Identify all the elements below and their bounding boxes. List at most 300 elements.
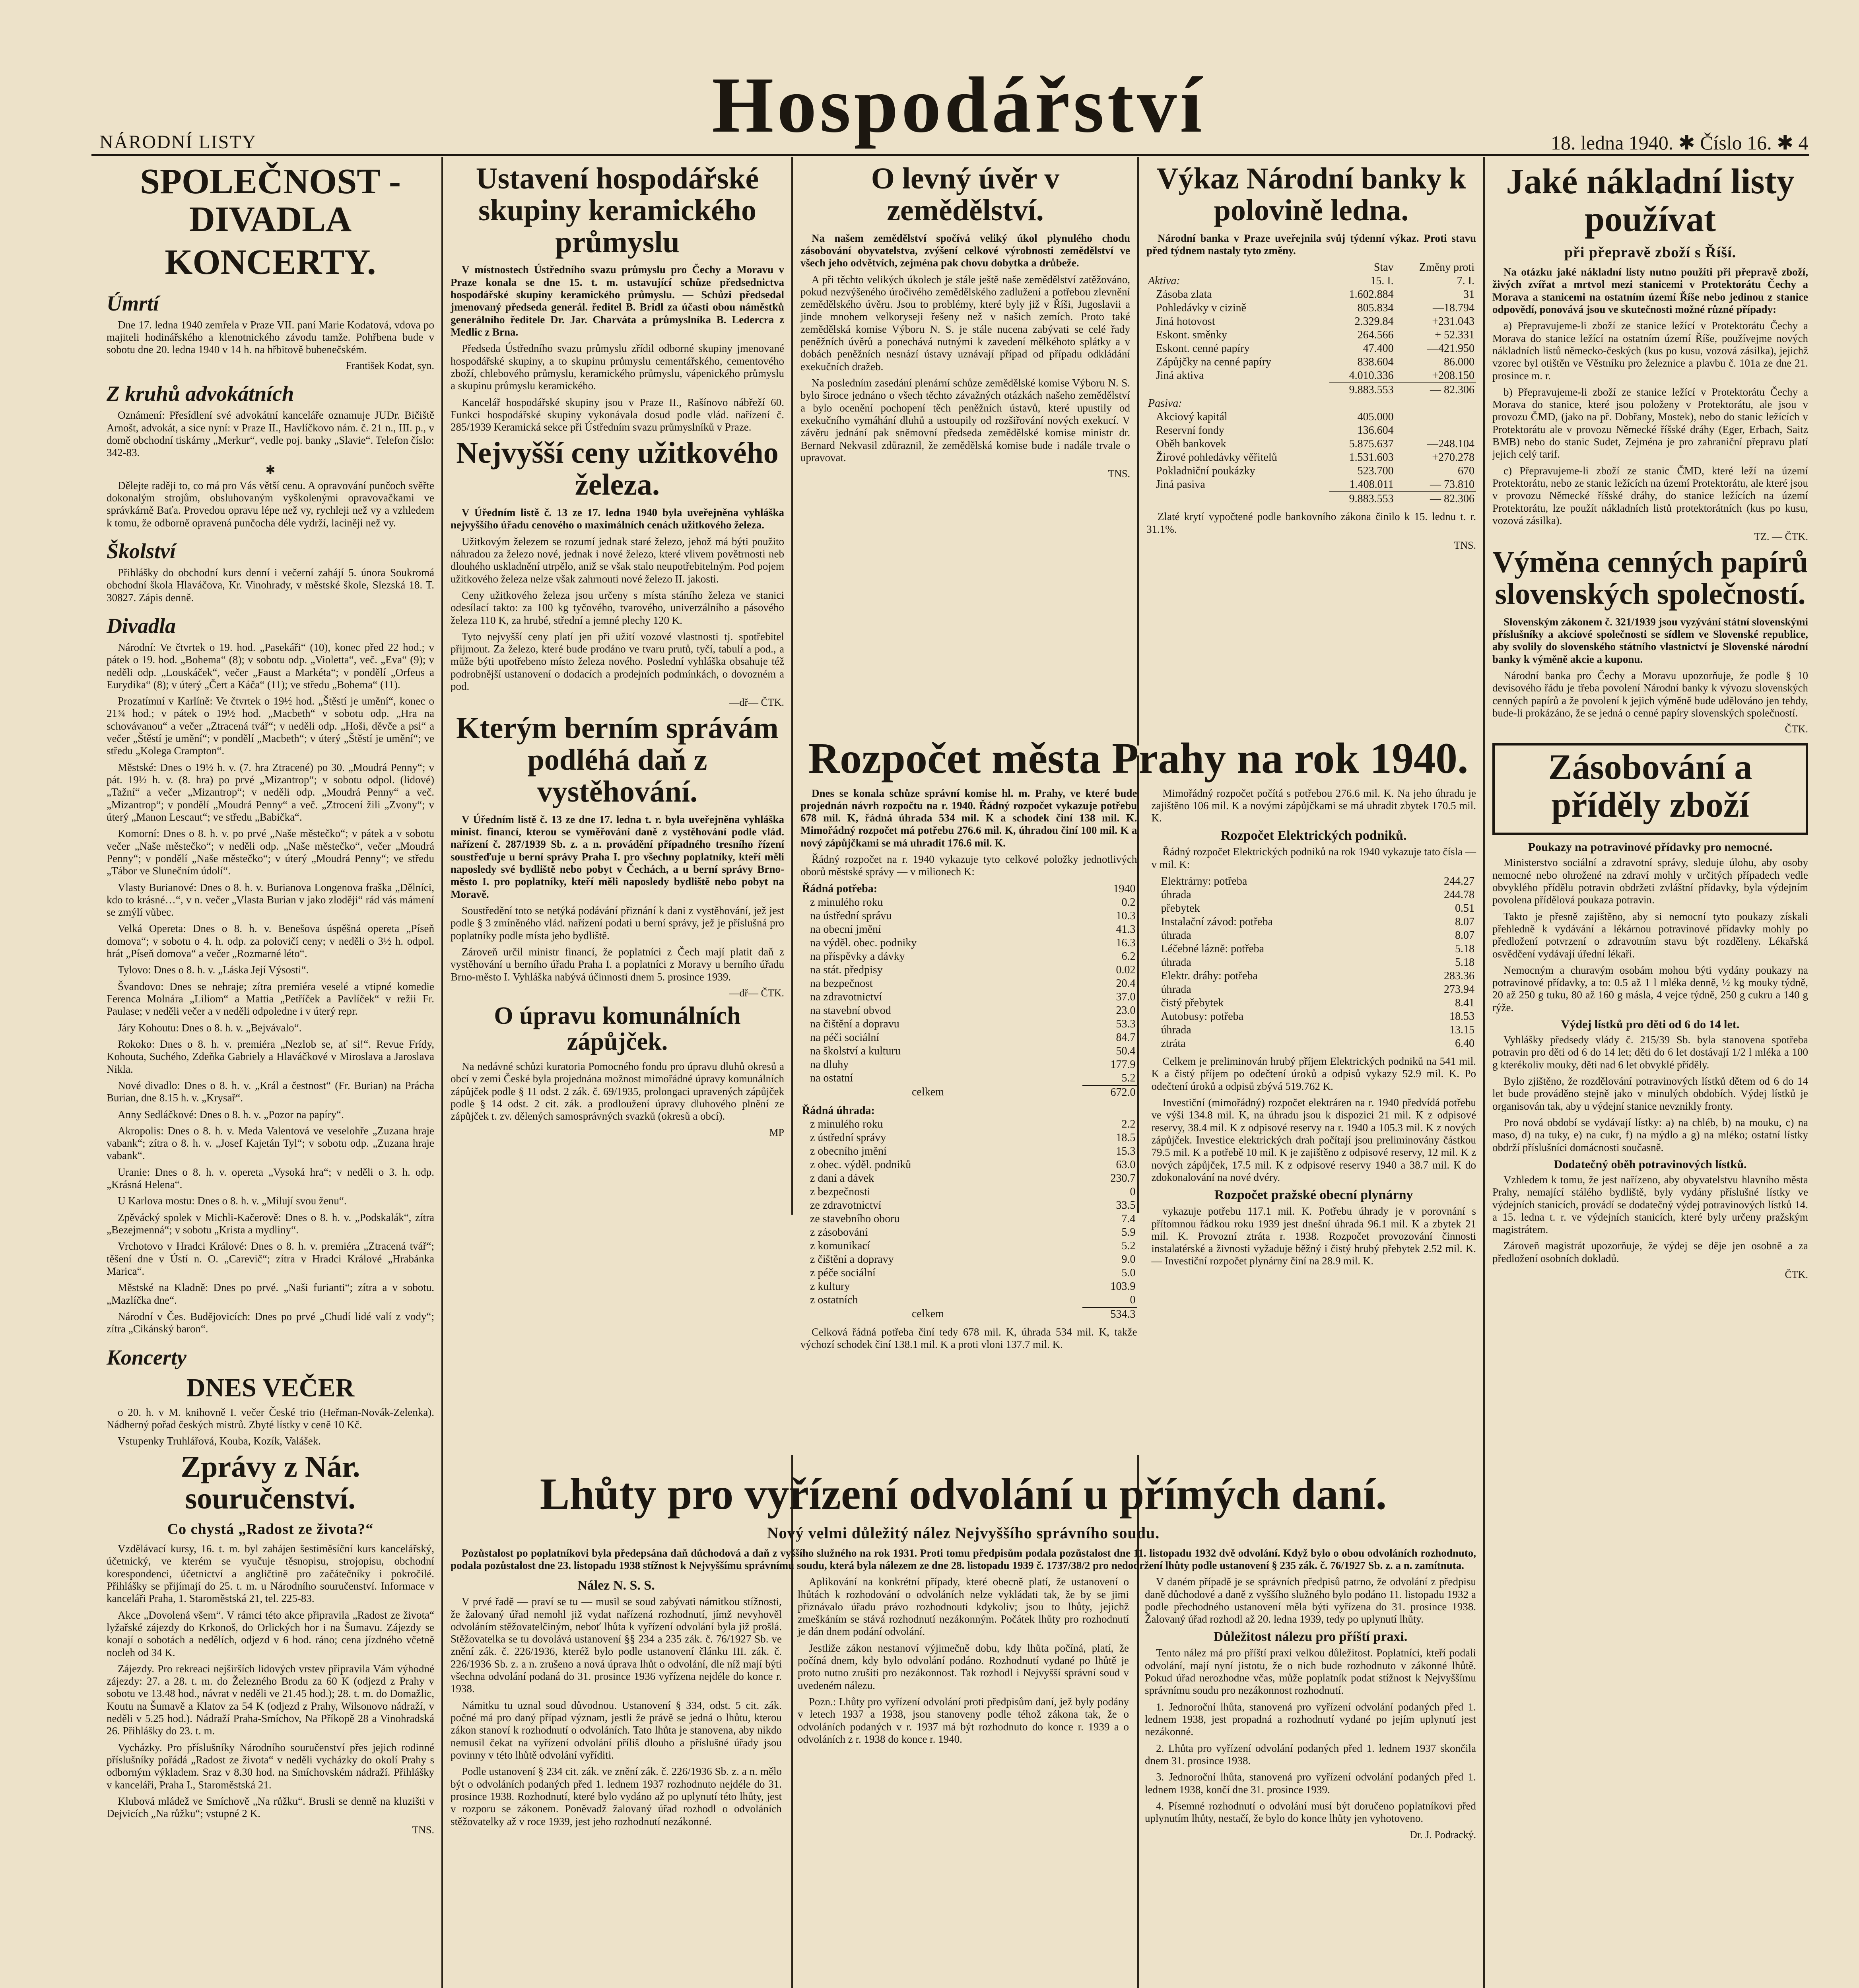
article-paragraph: Klubová mládež ve Smíchově „Na růžku“. Brusli se denně na kluzišti v Dejvicích „Na růžku“; vstupné 2 K. bbox=[107, 1795, 434, 1820]
table-cell-label: z minulého roku bbox=[810, 1118, 883, 1130]
table-row bbox=[1146, 301, 1476, 315]
table-row bbox=[1151, 902, 1476, 915]
table-cell-value: + 52.331 bbox=[1435, 329, 1474, 342]
table-row bbox=[1151, 875, 1476, 888]
article-paragraph: Na nedávné schůzi kuratoria Pomocného fondu pro úpravu dluhů okresů a obcí v zemi České byla projednána možnost mimořádné úpravy komunálních zápůjček podle § 11 odst. 2 zák. č. 69/1935, prolongaci upravených zápůjček podle § 14 odst. 2 cit. zák. a prodloužení úpravy dluhového plnění ze zápůjček t. zv. dělených samosprávných svazků (okresů a obcí). bbox=[451, 1060, 784, 1122]
article-subheadline: Poukazy na potravinové přídavky pro nemocné. bbox=[1528, 841, 1773, 854]
article-paragraph: Na posledním zasedání plenární schůze zemědělské komise Výboru N. S. bylo široce jednáno o všech těchto závažných otázkách našeho zemědělství a bylo ocenění pochopení těch peněžních ústavů, které upustily od exekučního vymáhání dluhů a ustoupily od rozšiřování nových exekucí. V závěru jednání pak sněmovní předseda zemědělské komise ministr dr. Bernard Nekvasil zdůraznil, že zemědělská komise bude i nadále trvale o upravovat. bbox=[800, 377, 1130, 464]
signature: —dř— ČTK. bbox=[729, 987, 784, 999]
table-cell-label: z péče sociální bbox=[810, 1266, 876, 1279]
article-paragraph: Řádný rozpočet na r. 1940 vykazuje tyto celkové položky jednotlivých oborů městské správy — v milionech K: bbox=[800, 853, 1137, 878]
table-cell-value: 84.7 bbox=[1116, 1031, 1136, 1044]
table-cell-value: 1.408.011 bbox=[1349, 478, 1394, 491]
theatre-listing: Akropolis: Dnes o 8. h. v. Meda Valentová ve veselohře „Zuzana hraje vabank“; zítra o 8. h. v. „Josef Kajetán Tyl“; v sobotu odp. „Zuzana hraje vabank“. bbox=[107, 1124, 434, 1162]
theatre-listing: Anny Sedláčkové: Dnes o 8. h. v. „Pozor na papíry“. bbox=[118, 1108, 344, 1120]
theatre-listing: Prozatímní v Karlíně: Ve čtvrtek o 19½ hod. „Štěstí je umění“, konec o 21¾ hod.; v pátek o 19½ hod. „Macbeth“ v sobotu odp. „Hra na schovávanou“ a večer „Ztracená tvář“; v neděli odp. „Hoši, děvče a psi“ a večer „Štěstí je umění“; v pondělí „Macbeth“; v úterý „Štěstí je umění“; ve středu „Kolega Crampton“. bbox=[107, 695, 434, 757]
table-cell-value: 405.000 bbox=[1357, 411, 1394, 423]
table-cell-label: ze stavebního oboru bbox=[810, 1212, 900, 1225]
theatre-listing: Městské na Kladně: Dnes po prvé. „Naši furianti“; zítra a v sobotu. „Mazlíčka dne“. bbox=[107, 1281, 434, 1306]
theatre-listing: Komorní: Dnes o 8. h. v. po prvé „Naše městečko“; v pátek a v sobotu večer „Naše městečko“; v neděli odp. „Naše městečko“, večer „Moudrá Penny“; v pondělí „Naše městečko“; v úterý „Moudrá Penny“; ve středu „Tábor ve Slunečním údolí“. bbox=[107, 827, 434, 877]
table-sum: 9.883.553 bbox=[1329, 492, 1395, 506]
article-lead: Pozůstalost po poplatníkovi byla předepsána daň důchodová a daň z vyššího služného na rok 1931. Proti tomu předpisům podala pozůstalost dne 11. listopadu 1932 dvě odvolání. Když bylo o obou odvoláních rozhodnuto, podala pozůstalost dne 23. listopadu 1938 stížnost k Nejvyššímu správnímu soudu, která byla nálezem ze dne 28. listopadu 1939 č. 1737/38/2 pro nedodržení lhůty podle ustanovení § 235 zák. č. 76/1927 Sb. z. a n. zamítnuta. bbox=[451, 1547, 1476, 1571]
table-heading: Řádná potřeba: bbox=[802, 882, 878, 895]
masthead-paper-name: NÁRODNÍ LISTY bbox=[99, 132, 257, 153]
article-headline: SPOLEČNOST - DIVADLA bbox=[140, 162, 401, 239]
table-cell-value bbox=[1395, 410, 1476, 424]
section-heading: Divadla bbox=[107, 613, 176, 638]
table-row bbox=[1151, 915, 1476, 929]
table-cell-label: na čištění a dopravu bbox=[810, 1017, 899, 1030]
electric-enterprises-table bbox=[1151, 875, 1476, 1050]
article-paragraph: 3. Jednoroční lhůta, stanovená pro vyřízení odvolání podaných před 1. lednem 1938, končí dne 31. prosince 1939. bbox=[1145, 1771, 1476, 1796]
table-row bbox=[1151, 1010, 1476, 1023]
table-cell-label: z obecního jmění bbox=[810, 1145, 887, 1157]
table-cell-label: z obec. výděl. podniků bbox=[810, 1158, 911, 1171]
theatre-listing: Tylovo: Dnes o 8. h. v. „Láska Její Výsosti“. bbox=[118, 964, 309, 976]
signature: Dr. J. Podracký. bbox=[1410, 1829, 1476, 1840]
article-paragraph: Zájezdy. Pro rekreaci nejširších lidových vrstev připravila Vám výhodné zájezdy: 27. a 28. t. m. do Železného Brodu za 60 K (odjezd z Prahy v sobotu ve 13.48 hod., návrat v neděli ve 21.45 hod.); 28. t. m. do Domažlic, Koutu na Šumavě a Klatov za 54 K (odjezd z Prahy, Wilsonovo nádraží, v neděli v 5.25 hod.). Nádraží Praha-Smíchov, Na Příkopě 28 a Vinohradská 26. Přihlášky do 23. t. m. bbox=[107, 1662, 434, 1737]
article-lead: Dnes se konala schůze správní komise hl. m. Prahy, ve které bude projednán návrh rozpočtu na r. 1940. Řádný rozpočet vykazuje potřebu 678 mil. K, řádná úhrada 534 mil. K a schodek činí 138 mil. K. Mimořádný rozpočet má potřebu 276.6 mil. K, úhradou činí 100 mil. K a nový zápůjčkami se má uhradit 176.6 mil. K. bbox=[800, 787, 1137, 849]
table-cell-value: +270.278 bbox=[1432, 451, 1474, 464]
supplies-box bbox=[1492, 743, 1808, 835]
signature: TZ. — ČTK. bbox=[1754, 531, 1808, 543]
article-headline: Zprávy z Nár. souručenství. bbox=[181, 1450, 360, 1516]
table-cell-value: 15.3 bbox=[1116, 1145, 1136, 1157]
article-subheadline: Dodatečný oběh potravinových lístků. bbox=[1554, 1157, 1747, 1171]
table-cell-label: z minulého roku bbox=[810, 896, 883, 909]
theatre-listing: Městské: Dnes o 19½ h. v. (7. hra Ztracené) po 30. „Moudrá Penny“; v pát. 19½ h. v. (8. hra) po prvé „Mizantrop“; v sobotu odpol. (lidové) „Tažní“ a večer „Mizantrop“; v neděli odp. „Moudrá Penny“ a več. „Mizantrop“; v pondělí „Moudrá Penny“ a več. „Ztrocení žili „Zvony“; v úterý „Manon Lescaut“; ve středu „Babička“. bbox=[107, 761, 434, 823]
article-paragraph: Pozn.: Lhůty pro vyřízení odvolání proti předpisům daní, jež byly podány v letech 1937 a 1938, jsou stanoveny podle téhož zákona tak, že o odvoláních podaných v r. 1937 má být rozhodnuto do konce r. 1939 a o odvoláních z r. 1938 do konce r. 1940. bbox=[798, 1696, 1129, 1745]
article-headline: Výkaz Národní banky k polovině ledna. bbox=[1156, 162, 1466, 227]
table-cell-label: na školství a kulturu bbox=[810, 1044, 901, 1057]
table-cell-label: Pohledávky v cizině bbox=[1156, 302, 1247, 315]
theatre-listing: Járy Kohoutu: Dnes o 8. h. v. „Bejvávalo“. bbox=[118, 1021, 302, 1034]
table-total-label: celkem bbox=[912, 1307, 944, 1320]
article-subheadline: Co chystá „Radost ze života?“ bbox=[167, 1521, 374, 1538]
obituary-text: Dne 17. ledna 1940 zemřela v Praze VII. paní Marie Kodatová, vdova po majiteli hodinářského a klenotnického závodu tamže. Pohřbena bude v sobotu dne 20. ledna 1940 v 14 h. na hřbitově bubenečském. bbox=[107, 318, 434, 356]
table-row bbox=[800, 1266, 1137, 1280]
column-industry bbox=[443, 159, 791, 1453]
table-cell-label: ztráta bbox=[1161, 1037, 1186, 1050]
table-cell-label: Žirové pohledávky věřitelů bbox=[1156, 451, 1277, 464]
table-row bbox=[800, 1185, 1137, 1199]
separator-star: ✱ bbox=[265, 463, 276, 477]
table-heading: 7. I. bbox=[1457, 275, 1474, 287]
theatre-listing: U Karlova mostu: Dnes o 8. h. v. „Milují svou ženu“. bbox=[118, 1195, 347, 1207]
table-cell-label: Jiná aktiva bbox=[1156, 369, 1204, 382]
article-subheadline: Výdej lístků pro děti od 6 do 14 let. bbox=[1561, 1018, 1740, 1031]
table-cell-value: 136.604 bbox=[1357, 424, 1394, 437]
table-cell-value: 13.15 bbox=[1449, 1024, 1474, 1037]
table-row bbox=[800, 896, 1137, 909]
table-row bbox=[800, 909, 1137, 923]
table-row bbox=[1151, 969, 1476, 983]
table-cell-label: Eskont. směnky bbox=[1156, 329, 1227, 342]
table-row bbox=[1151, 942, 1476, 956]
table-row bbox=[1151, 983, 1476, 996]
theatre-listing: Nové divadlo: Dnes o 8. h. v. „Král a čestnost“ (Fr. Burian) na Prácha Burian, dne 8.15 h. v. „Krysař“. bbox=[107, 1079, 434, 1104]
table-cell-value: 5.2 bbox=[1121, 1072, 1136, 1084]
signature: —dř— ČTK. bbox=[729, 697, 784, 709]
table-cell-value: 0.02 bbox=[1116, 963, 1136, 976]
table-cell-value: 230.7 bbox=[1110, 1172, 1136, 1184]
article-headline: O úpravu komunálních zápůjček. bbox=[494, 1002, 741, 1055]
table-cell-label: Jiná hotovost bbox=[1156, 315, 1215, 328]
table-total-label: celkem bbox=[912, 1085, 944, 1098]
table-cell-value: 838.604 bbox=[1357, 356, 1394, 369]
article-headline: Ustavení hospodářské skupiny keramického průmyslu bbox=[476, 162, 759, 259]
article-subheadline: Důležitost nálezu pro příští praxi. bbox=[1213, 1629, 1408, 1644]
signature: TNS. bbox=[1454, 539, 1476, 551]
table-cell-value: 5.0 bbox=[1121, 1266, 1136, 1279]
box-headline: Zásobování a příděly zboží bbox=[1548, 747, 1752, 825]
article-paragraph: A při těchto velikých úkolech je stále ještě naše zemědělství zatěžováno, pokud nezvýšeného úročivého zemědělského zadlužení a potřebou zlevnění zemědělského úvěru. Jsou to problémy, které byly již v Říši, Jugoslavii a jinde mnohem velkoryseji řešeny než v našich zemích. Proto také zemědělská komise Výboru N. S. je stále nucena zabývati se celé řady peněžních úvěrů a ponechává nutnými k zavedení mělkéhoto splátky a v dobách peněžních nesnází ústavy uznávají případ od případu odkládání exekučních dražeb. bbox=[800, 273, 1130, 373]
table-cell-label: z bezpečnosti bbox=[810, 1185, 870, 1198]
table-title: Rozpočet pražské obecní plynárny bbox=[1214, 1188, 1413, 1203]
table-row bbox=[1146, 437, 1476, 451]
table-row bbox=[1151, 1023, 1476, 1037]
article-paragraph: c) Přepravujeme-li zboží ze stanic ČMD, které leží na území Protektorátu, nebo ze stanic ležících na území Protektorátu, ale které jsou v provozu Německé říšské dráhy, do stanice ležících na území Protektorátu, lze použít nákladních listů protektorátních (kus po kusu, vozová zásilka). bbox=[1492, 464, 1808, 526]
table-cell-label: z zásobování bbox=[810, 1226, 868, 1239]
article-paragraph: Akce „Dovolená všem“. V rámci této akce připravila „Radost ze života“ lyžařské zájezdy do Krkonoš, do Orlických hor i na Šumavu. Zájezdy se konají o sobotách a nedělích, odjezd v 6 hod. ráno; cena jízdného včetně nocleh od 34 K. bbox=[107, 1609, 434, 1658]
table-cell-label: na bezpečnost bbox=[810, 977, 873, 990]
table-cell-value: 6.2 bbox=[1121, 950, 1136, 963]
table-row bbox=[800, 1199, 1137, 1212]
table-total-value: 672.0 bbox=[1082, 1085, 1137, 1099]
table-cell-label: z ústřední správy bbox=[810, 1131, 886, 1144]
table-row bbox=[1146, 451, 1476, 464]
table-cell-label: na stát. předpisy bbox=[810, 963, 883, 976]
table-cell-value: 47.400 bbox=[1363, 342, 1394, 355]
signature: MP bbox=[769, 1126, 784, 1138]
table-cell-label: Léčebné lázně: potřeba bbox=[1161, 943, 1265, 955]
theatre-listing: Vlasty Burianové: Dnes o 8. h. v. Burianova Longenova fraška „Dělníci, kdo to krásné…“, v n. večer „Vlasta Burian v jako zloději“ rád vás mámení se zmýlí vůbec. bbox=[107, 881, 434, 918]
table-row bbox=[1146, 464, 1476, 478]
table-cell-label: Pokladniční poukázky bbox=[1156, 465, 1255, 478]
table-cell-value: 805.834 bbox=[1357, 302, 1394, 315]
table-row bbox=[1146, 355, 1476, 369]
table-cell-value: 0 bbox=[1130, 1185, 1136, 1198]
table-row bbox=[1151, 956, 1476, 969]
masthead-section-title: Hospodářství bbox=[712, 61, 1205, 149]
article-paragraph: Zároveň magistrát upozorňuje, že výdej se děje jen osobně a za předložení osobních dokladů. bbox=[1492, 1240, 1808, 1264]
table-cell-value: 1.531.603 bbox=[1349, 451, 1394, 464]
table-row bbox=[800, 1131, 1137, 1145]
theatre-listing: Národní: Ve čtvrtek o 19. hod. „Pasekáři“ (10), konec před 22 hod.; v pátek o 19. hod. „Bohema“ (8); v sobotu odp. „Violetta“, več. „Eva“ (9); v neděli odp. „Louskáček“, večer „Faust a Markéta“; v pondělí „Orfeus a Eurydika“ (8); v úterý „Čert a Káča“ (11); ve středu „Bohema“ (11). bbox=[107, 641, 434, 691]
table-row bbox=[1146, 315, 1476, 328]
table-cell-label: na dluhy bbox=[810, 1058, 849, 1071]
article-paragraph: Soustředění toto se netýká podávání přiznání k dani z vystěhování, jež jest podle § 3 zmíněného vlád. nařízení podati u berní správy, jež je příslušná pro poplatníky podle místa jeho bydliště. bbox=[451, 905, 784, 942]
article-subheadline: Nález N. S. S. bbox=[577, 1578, 655, 1593]
table-cell-value: 283.36 bbox=[1444, 970, 1474, 982]
theatre-listing: Rokoko: Dnes o 8. h. v. premiéra „Nezlob se, ať si!“. Revue Frídy, Kohouta, Suchého, Zdeňka Gabriely a Hlaváčkové v Miroslava a Jaroslava Nikla. bbox=[107, 1038, 434, 1075]
table-cell-label: na péči sociální bbox=[810, 1031, 880, 1044]
table-cell-value: +231.043 bbox=[1432, 315, 1474, 328]
table-cell-label: z daní a dávek bbox=[810, 1172, 874, 1184]
table-row bbox=[1146, 288, 1476, 301]
table-cell-value: 9.0 bbox=[1121, 1253, 1136, 1266]
article-headline: Výměna cenných papírů slovenských společností. bbox=[1492, 546, 1808, 611]
article-paragraph: Vzdělávací kursy, 16. t. m. byl zahájen šestiměsíční kurs kancelářský, účetnický, ve kterém se vyučuje těsnopisu, strojopisu, obchodní korespondenci, účetnictví a angličtině pro začátečníky i pokročilé. Přihlášky se přijímají do 25. t. m. u Národního souručenství. Informace v kanceláři Praha, 1. Staroměstská 21, tel. 225-83. bbox=[107, 1543, 434, 1605]
article-headline: Jaké nákladní listy používat bbox=[1506, 162, 1795, 239]
table-cell-value: 4.010.336 bbox=[1349, 369, 1394, 382]
table-cell-value: 53.3 bbox=[1116, 1017, 1136, 1030]
table-cell-label: na stavební obvod bbox=[810, 1004, 891, 1017]
table-cell-value: 20.4 bbox=[1116, 977, 1136, 990]
table-cell-value: 33.5 bbox=[1116, 1199, 1136, 1211]
budget-left bbox=[800, 787, 1137, 1355]
table-cell-value: 18.53 bbox=[1449, 1010, 1474, 1023]
table-heading: Stav bbox=[1373, 261, 1394, 274]
budget-right bbox=[1151, 787, 1476, 1355]
table-cell-value: 0 bbox=[1130, 1293, 1136, 1306]
table-title: Rozpočet Elektrických podniků. bbox=[1220, 828, 1407, 843]
table-cell-label: na ostatní bbox=[810, 1072, 853, 1084]
column-divider bbox=[1483, 157, 1485, 1988]
table-row bbox=[800, 1280, 1137, 1293]
table-cell-value: +208.150 bbox=[1432, 369, 1474, 382]
masthead-rule bbox=[91, 154, 1809, 156]
table-cell-label: úhrada bbox=[1161, 1024, 1191, 1037]
article-paragraph: Nemocným a churavým osobám mohou býti vydány poukazy na potravinové přídavky, a to: 0.5 až 1 l mléka denně, ½ kg mouky týdně, 20 až 250 g tuku, 80 až 160 g másla, 4 vejce týdně, 250 g cukru a 140 g rýže. bbox=[1492, 964, 1808, 1013]
table-row bbox=[1151, 929, 1476, 942]
table-row bbox=[800, 950, 1137, 963]
table-heading: Aktiva: bbox=[1148, 275, 1180, 287]
article-lead: V Úředním listě č. 13 ze 17. ledna 1940 byla uveřejněna vyhláška nejvyššího úřadu cenového o maximálních cenách užitkového železa. bbox=[451, 507, 784, 531]
table-row bbox=[1146, 342, 1476, 355]
article-paragraph: a) Přepravujeme-li zboží ze stanice ležící v Protektorátu Čechy a Morava do stanice ležící na ostatním území Říše, používejme nových nákladních listů německo-českých (kus po kusu, vozová zásilka), jejichž vzorec byl otištěn ve Věstníku pro železnice a plavbu č. 101a ze dne 21. prosince m. r. bbox=[1492, 320, 1808, 382]
signature: František Kodat, syn. bbox=[346, 360, 434, 372]
article-headline: KONCERTY. bbox=[165, 243, 376, 282]
article-headline: Kterým berním správám podléhá daň z vystěhování. bbox=[456, 711, 779, 809]
table-cell-value: — 73.810 bbox=[1430, 478, 1474, 491]
section-heading: Koncerty bbox=[107, 1345, 186, 1369]
budget-table-income bbox=[800, 1104, 1137, 1321]
table-row bbox=[800, 1017, 1137, 1031]
table-cell-value: 41.3 bbox=[1116, 923, 1136, 936]
table-cell-value bbox=[1395, 424, 1476, 437]
table-cell-label: na zdravotnictví bbox=[810, 990, 882, 1003]
table-cell-label: úhrada bbox=[1161, 929, 1191, 942]
table-row bbox=[800, 1226, 1137, 1239]
article-paragraph: Národní banka pro Čechy a Moravu upozorňuje, že podle § 10 devisového řádu je třeba povolení Národní banky k vývozu slovenských cenných papírů a že povolení k jejich výměně bude udělováno jen tehdy, bude-li prokázáno, že se jedná o cenné papíry slovenských společností. bbox=[1492, 670, 1808, 719]
table-row bbox=[800, 1031, 1137, 1044]
table-total-value: 534.3 bbox=[1082, 1307, 1137, 1321]
table-sum: — 82.306 bbox=[1395, 383, 1476, 397]
article-headline: O levný úvěr v zemědělství. bbox=[871, 162, 1060, 227]
article-subheadline: Nový velmi důležitý nález Nejvyššího správního soudu. bbox=[767, 1524, 1160, 1542]
article-paragraph: Kancelář hospodářské skupiny jsou v Praze II., Rašínovo nábřeží 60. Funkci hospodářské skupiny vykonávala dosud podle vlád. nařízení č. 285/1939 Keramická sekce při Ústředním svazu průmyslníků v Praze. bbox=[451, 396, 784, 433]
table-cell-label: Eskont. cenné papíry bbox=[1156, 342, 1250, 355]
table-heading: 1940 bbox=[1113, 882, 1136, 895]
article-paragraph: Podle ustanovení § 234 cit. zák. ve znění zák. č. 226/1936 Sb. z. a n. mělo být o odvoláních podaných před 1. lednem 1937 rozhodnuto nejdéle do 31. prosince 1938. Rozhodnutí, které bylo vydáno až po uplynutí této lhůty, jest v rozporu se zákonem. Poněvadž žalovaný úřad rozhodl o odvoláních stěžovatelky až v roce 1939, jest jeho rozhodnutí nezákonné. bbox=[451, 1765, 782, 1827]
article-paragraph: Pro nová období se vydávají lístky: a) na chléb, b) na mouku, c) na maso, d) na tuky, e) na cukr, f) na mýdlo a g) na mléko; ostatní lístky obdrží příslušníci domácnosti současně. bbox=[1492, 1116, 1808, 1153]
table-cell-value: —248.104 bbox=[1427, 438, 1474, 450]
theatre-listing: Národní v Čes. Budějovicích: Dnes po prvé „Chudí lidé valí z vody“; zítra „Cikánský baron“. bbox=[107, 1310, 434, 1335]
article-paragraph: Ceny užitkového železa jsou určeny s místa stáního železa ve stanici odesílací takto: za 100 kg tyčového, tvarového, univerzálního a pásového železa 110 K, za hrubé, střední a jemné plechy 120 K. bbox=[451, 589, 784, 626]
table-row bbox=[800, 1253, 1137, 1266]
signature: TNS. bbox=[1108, 468, 1130, 480]
table-cell-label: z komunikací bbox=[810, 1239, 870, 1252]
article-paragraph: Vzhledem k tomu, že jest nařízeno, aby obyvatelstvu hlavního města Prahy, nemající stálého bydliště, byly vydány příslušné lístky ve výdejních stanicích, provádí se dodatečný výdej potravinových lístků 14. a 15. ledna t. r. ve výdejních stanicích, které byly určeny pražským magistrátem. bbox=[1492, 1173, 1808, 1236]
article-paragraph: Mimořádný rozpočet počítá s potřebou 276.6 mil. K. Na jeho úhradu je zajištěno 106 mil. K a novými zápůjčkami se má uhradit zbytek 170.5 mil. K. bbox=[1151, 787, 1476, 824]
table-cell-label: Elektr. dráhy: potřeba bbox=[1161, 970, 1258, 982]
article-headline: Lhůty pro vyřízení odvolání u přímých daní. bbox=[540, 1470, 1387, 1519]
advert-text: Dělejte raději to, co má pro Vás větší cenu. A opravování punčoch svěřte dokonalým strojům, obsluhovaným vyškolenými opravovačkami ve správkárně Baťa. Provedou opravu lépe než vy, rychleji než vy a vzhledem k tomu, že odborně opravená punčocha déle vydrží, laciněji než vy. bbox=[107, 479, 434, 529]
table-cell-value: 37.0 bbox=[1116, 990, 1136, 1003]
table-row bbox=[800, 990, 1137, 1004]
table-cell-label: Jiná pasiva bbox=[1156, 478, 1205, 491]
table-cell-value: 63.0 bbox=[1116, 1158, 1136, 1171]
table-cell-label: Oběh bankovek bbox=[1156, 438, 1226, 450]
article-paragraph: Takto je přesně zajištěno, aby si nemocní tyto poukazy získali přehledně k vydávání a lékárnou potravinové přídavky mohly po předložení potvrzení o zdravotním stavu být rozděleny. Lékařská osvědčení vydávají úřední lékaři. bbox=[1492, 910, 1808, 960]
column-divider bbox=[791, 157, 793, 1215]
table-row bbox=[800, 1158, 1137, 1172]
article-paragraph: Bylo zjištěno, že rozdělování potravinových lístků dětem od 6 do 14 let bude prováděno stejně jako v minulých obdobích. Výdej lístků je organisován tak, aby u výdejní stanice nevznikly fronty. bbox=[1492, 1075, 1808, 1112]
article-paragraph: 4. Písemné rozhodnutí o odvolání musí být doručeno poplatníkovi před uplynutím lhůty, nestačí, že bylo do konce lhůty jen vyhotoveno. bbox=[1145, 1800, 1476, 1825]
table-cell-value: 273.94 bbox=[1444, 983, 1474, 996]
masthead-date-issue: 18. ledna 1940. ✱ Číslo 16. ✱ 4 bbox=[1551, 132, 1808, 154]
article-paragraph: 2. Lhůta pro vyřízení odvolání podaných před 1. lednem 1937 skončila dnem 31. prosince 1938. bbox=[1145, 1742, 1476, 1767]
article-paragraph: Jestliže zákon nestanoví výjimečně dobu, kdy lhůta počíná, platí, že počíná dnem, kdy bylo odvolání podáno. Rozhodnutí vydané po lhůtě je proto nutno zrušiti pro nezákonnost. Tak rozhodl i Nejvyšší správní soud v uvedeném nálezu. bbox=[798, 1642, 1129, 1691]
table-cell-value: 244.78 bbox=[1444, 889, 1474, 901]
theatre-listing: Vrchotovo v Hradci Králové: Dnes o 8. h. v. premiéra „Ztracená tvář“; těšení dne v Ústí n. O. „Carevič“; zítra v Hradci Králové „Hrabánka Marica“. bbox=[107, 1240, 434, 1277]
table-cell-label: Autobusy: potřeba bbox=[1161, 1010, 1244, 1023]
table-row bbox=[1151, 1037, 1476, 1050]
table-row bbox=[1146, 328, 1476, 342]
article-subheadline: při přepravě zboží s Říší. bbox=[1564, 244, 1737, 261]
concert-text: Vstupenky Truhlářová, Kouba, Kozík, Valášek. bbox=[118, 1435, 321, 1447]
article-column bbox=[451, 1576, 782, 1844]
table-cell-value: 8.41 bbox=[1455, 997, 1474, 1010]
table-row bbox=[1146, 424, 1476, 437]
article-paragraph: Zlaté krytí vypočtené podle bankovního zákona činilo k 15. lednu t. r. 31.1%. bbox=[1146, 511, 1476, 535]
article-paragraph: Aplikování na konkrétní případy, které obecně platí, že ustanovení o lhůtách k rozhodování o odvoláních nelze vykládati tak, že by se jimi přiznávalo úřadu právo rozhodnouti kdykoliv; jsou to lhůty, jejichž zmeškáním se stává rozhodnutí nezákonným. Počátek lhůty pro rozhodnutí je dán dnem podání odvolání. bbox=[798, 1576, 1129, 1638]
table-cell-value: 5.2 bbox=[1121, 1239, 1136, 1252]
table-sum: 9.883.553 bbox=[1329, 383, 1395, 397]
article-paragraph: Investiční (mimořádný) rozpočet elektráren na r. 1940 předvídá potřebu ve výši 134.8 mil. K, na úhradu jsou k dispozici 21 mil. K z odpisové reservy, 38.4 mil. K z odpisové reservy na r. 1940 a 105.3 mil. K z nových zápůjček. Investice elektrických drah počítají jsou preliminovány částkou 79.5 mil. K a potřebě 10 mil. K je zajištěno z odpisové reservy, 12 mil. K z nových zápůjček, 17.5 mil. K z odpisové reservy 1940 a 38.7 mil. K do zdokonalování na nové dvéry. bbox=[1151, 1097, 1476, 1183]
theatre-listing: Švandovo: Dnes se nehraje; zítra premiéra veselé a vtipné komedie Ferenca Molnára „Liliom“ a Mattia „Petříček a Pavlíček“ v režii Fr. Paulase; v neděli večer a v neděli odpoledne i v úterý repr. bbox=[107, 980, 434, 1017]
table-cell-value: 5.9 bbox=[1121, 1226, 1136, 1239]
table-row bbox=[800, 936, 1137, 950]
table-cell-value: 670 bbox=[1458, 465, 1474, 478]
notice-text: Oznámení: Přesídlení své advokátní kanceláře oznamuje JUDr. Bičiště Arnošt, advokát, a sice nyní: v Praze II., Havlíčkovo nám. č. 21 n., III. p., v domě obchodní tiskárny „Merkur“, vedle poj. banky „Slavie“. Telefon číslo: 342-83. bbox=[107, 409, 434, 459]
table-cell-label: z ostatních bbox=[810, 1293, 858, 1306]
table-row bbox=[800, 1004, 1137, 1017]
table-cell-value: 7.4 bbox=[1121, 1212, 1136, 1225]
table-cell-label: úhrada bbox=[1161, 983, 1191, 996]
theatre-listing: Zpěvácký spolek v Michli-Kačerově: Dnes o 8. h. v. „Podskalák“, zítra „Bezejmenná“; v sobotu „Krista a mydliny“. bbox=[107, 1211, 434, 1236]
table-heading: Řádná úhrada: bbox=[802, 1104, 875, 1117]
column-divider bbox=[1137, 157, 1139, 746]
table-cell-label: úhrada bbox=[1161, 889, 1191, 901]
table-cell-value: 244.27 bbox=[1444, 875, 1474, 888]
table-cell-value: 2.2 bbox=[1121, 1118, 1136, 1130]
article-lead: Na našem zemědělství spočívá veliký úkol plynulého chodu zásobování obyvatelstva, zvýšení celkové výrobnosti zemědělství ve všech jeho odvětvích, zejména pak chovu dobytka a drůbeže. bbox=[800, 232, 1130, 269]
table-cell-value: 10.3 bbox=[1116, 909, 1136, 922]
column-society bbox=[99, 159, 441, 1988]
article-paragraph: vykazuje potřebu 117.1 mil. K. Potřebu úhrady je v porovnání s přítomnou řádkou roku 1939 jest dnešní úhrada 96.1 mil. K a zbytek 21 mil. K. Provozní ztráta r. 1938. Rozpočet provozování činnosti instalatérské a živnosti vyžaduje běžný i čistý hrubý přebytek 2.52 mil. K. — Investiční rozpočet plynárny činí na 28.9 mil. K. bbox=[1151, 1205, 1476, 1267]
table-cell-label: úhrada bbox=[1161, 956, 1191, 969]
table-row bbox=[800, 977, 1137, 990]
table-row bbox=[800, 1072, 1137, 1085]
table-cell-label: přebytek bbox=[1161, 902, 1200, 915]
table-cell-label: Instalační závod: potřeba bbox=[1161, 916, 1273, 928]
theatre-listing: Uranie: Dnes o 8. h. v. opereta „Vysoká hra“; v neděli o 3. h. odp. „Krásná Helena“. bbox=[107, 1166, 434, 1191]
article-prague-budget bbox=[793, 732, 1483, 1447]
table-row bbox=[800, 1058, 1137, 1072]
article-paragraph: Předseda Ústředního svazu průmyslu zřídil odborné skupiny jmenované hospodářské skupiny, a to skupinu průmyslu cementářského, cementového zboží, chlebového průmyslu, keramického průmyslu, vápenického průmyslu a skupinu průmyslu keramického. bbox=[451, 342, 784, 392]
table-cell-value: 86.000 bbox=[1444, 356, 1474, 369]
table-cell-value: 6.40 bbox=[1455, 1037, 1474, 1050]
table-cell-value: 50.4 bbox=[1116, 1044, 1136, 1057]
table-row bbox=[800, 923, 1137, 936]
article-lead: V Úředním listě č. 13 ze dne 17. ledna t. r. byla uveřejněna vyhláška minist. financí, kterou se vyměřování daně z vystěhování podle vlád. nařízení č. 287/1939 Sb. z. a n. provádění případného tresního řízení soustřeďuje u berní správy Praha I. pro všechny poplatníky, kteří měli naposledy své bydliště nebo pobyt v Čechách, a u berní správy Brno-město I. pro poplatníky, kteří měli naposledy bydliště nebo pobyt na Moravě. bbox=[451, 813, 784, 900]
table-cell-label: čistý přebytek bbox=[1161, 997, 1224, 1010]
article-paragraph: Tento nález má pro příští praxi velkou důležitost. Poplatníci, kteří podali odvolání, mají nyní jistotu, že o nich bude rozhodnuto v zákonné lhůtě. Pokud úřad nerozhodne včas, může poplatník podat stížnost k Nejvyššímu správnímu soudu pro nezákonnost rozhodnutí. bbox=[1145, 1647, 1476, 1697]
table-cell-value: 31 bbox=[1463, 288, 1474, 301]
article-paragraph: Celková řádná potřeba činí tedy 678 mil. K, úhrada 534 mil. K, takže výchozí schodek činí 138.1 mil. K a proti vloni 137.7 mil. K. bbox=[800, 1326, 1137, 1350]
table-cell-value: 1.602.884 bbox=[1349, 288, 1394, 301]
table-cell-label: z čištění a dopravy bbox=[810, 1253, 894, 1266]
table-cell-label: na příspěvky a dávky bbox=[810, 950, 905, 963]
budget-table-expenses bbox=[800, 882, 1137, 1099]
table-cell-label: na obecní jmění bbox=[810, 923, 881, 936]
table-cell-value: 16.3 bbox=[1116, 936, 1136, 949]
table-cell-value: 0.2 bbox=[1121, 896, 1136, 909]
table-row bbox=[1151, 996, 1476, 1010]
table-row bbox=[800, 1293, 1137, 1307]
table-cell-label: Reservní fondy bbox=[1156, 424, 1224, 437]
column-national-bank bbox=[1139, 159, 1483, 728]
table-row bbox=[1146, 369, 1476, 383]
table-cell-value: —18.794 bbox=[1433, 302, 1474, 315]
article-paragraph: Celkem je preliminován hrubý příjem Elektrických podniků na 541 mil. K a čistý příjem po odečtení úroků a odpisů vykazy 52.9 mil. K. Po odečtení úroků a odpisů zbývá 519.762 K. bbox=[1151, 1055, 1476, 1092]
table-row bbox=[1146, 410, 1476, 424]
table-cell-value: 523.700 bbox=[1357, 465, 1394, 478]
table-cell-label: na výděl. obec. podniky bbox=[810, 936, 917, 949]
article-appeal-deadlines bbox=[443, 1467, 1483, 1988]
table-row bbox=[1151, 888, 1476, 902]
table-cell-value: 264.566 bbox=[1357, 329, 1394, 342]
signature: TNS. bbox=[412, 1824, 434, 1836]
table-heading: Pasiva: bbox=[1148, 397, 1182, 410]
article-paragraph: b) Přepravujeme-li zboží ze stanice ležící v Protektorátu Čechy a Morava do stanice, které jsou položeny v Protektorátu, ale jsou v provozu ČMD, (jako na př. Dobřany, Mostek), nebo do stanic ležících v Protektorátu ale v provozu Německé říšské dráhy (Eger, Erbach, Saitz BMB) nebo do stanic Sudet, Zejména je pro zahraniční přepravu platí jejich celý tarif. bbox=[1492, 386, 1808, 460]
table-cell-value: 18.5 bbox=[1116, 1131, 1136, 1144]
article-paragraph: Tyto nejvyšší ceny platí jen při užití vozové vlastnosti tj. spotřebitel přijmout. Za železo, které bude prodáno ve tvaru prutů, tyčí, tabulí a pod., a může býti upotřebeno místo železa nového. Poslední vyhláška obsahuje též podrobnější ustanovení o dodacích a prodejních podmínkách, o dovozném a pod. bbox=[451, 630, 784, 693]
table-cell-label: Akciový kapitál bbox=[1156, 411, 1228, 423]
concert-banner: DNES VEČER bbox=[186, 1373, 355, 1402]
article-paragraph: 1. Jednoroční lhůta, stanovená pro vyřízení odvolání podaných před 1. lednem 1938, jest propadná a rozhodnutí vydané po jejím uplynutí jest nezákonné. bbox=[1145, 1701, 1476, 1738]
table-cell-value: —421.950 bbox=[1427, 342, 1474, 355]
table-heading: 15. I. bbox=[1370, 275, 1394, 287]
table-cell-label: ze zdravotnictví bbox=[810, 1199, 882, 1211]
table-cell-value: 8.07 bbox=[1455, 929, 1474, 942]
article-lead: V místnostech Ústředního svazu průmyslu pro Čechy a Moravu v Praze konala se dne 15. t. m. ustavující schůze předsednictva hospodářské skupiny keramického průmyslu. — Schůzi předsedal jmenovaný předseda generál. ředitel B. Bridl za účasti obou náměstků generálního ředitele Dr. Jar. Charváta a průmyslníka B. Ledercra z Medlic z Brna. bbox=[451, 264, 784, 338]
bank-statement-table bbox=[1146, 261, 1476, 506]
article-paragraph: V daném případě je se správních předpisů patrno, že odvolání z předpisu daně důchodové a daně z vyššího služného bylo podáno 11. listopadu 1932 a podle přechodného ustanovení měla býti vyřízena do 31. prosince 1938. Žalovaný úřad rozhodl až 20. ledna 1939, tedy po uplynutí lhůty. bbox=[1145, 1576, 1476, 1625]
article-headline: Rozpočet města Prahy na rok 1940. bbox=[808, 734, 1469, 782]
concert-text: o 20. h. v M. knihovně I. večer České trio (Heřman-Novák-Zelenka). Nádherný pořad českých mistrů. Zbyté lístky v ceně 10 Kč. bbox=[107, 1406, 434, 1431]
table-row bbox=[1146, 478, 1476, 492]
notice-text: Přihlášky do obchodní kurs denní i večerní zahájí 5. února Soukromá obchodní škola Hlaváčova, Kr. Vinohrady, v městské škole, Slezská 18. T. 30827. Zápis denně. bbox=[107, 566, 434, 604]
table-row bbox=[800, 1145, 1137, 1158]
table-cell-value: 5.18 bbox=[1455, 956, 1474, 969]
article-paragraph: Námitku tu uznal soud důvodnou. Ustanovení § 334, odst. 5 cit. zák. počné má pro daný případ význam, jestli že právě se jedná o lhůtu, kterou zákon stanoví k rozhodnutí o odvoláních. Tato lhůta je stanovena, aby nikdo nemusil čekat na vyřízení odvolání příliš dlouho a příslušné úřady jsou povinny v této lhůtě odvolání vyříditi. bbox=[451, 1699, 782, 1761]
table-heading: Změny proti bbox=[1419, 261, 1474, 274]
article-paragraph: Ministerstvo sociální a zdravotní správy, sleduje úlohu, aby osoby nemocné nebo ohrožené na zdraví mohly v určitých případech vedle obvyklého přídělu potravin obdržeti zvláštní přídavky, byla výdejním povolena přídělová poukaza potravin. bbox=[1492, 856, 1808, 906]
article-paragraph: Vycházky. Pro příslušníky Národního souručenství přes jejich rodinné příslušníky pořádá „Radost ze života“ v neděli vycházky do okolí Prahy s odborným výkladem. Sraz v 8.30 hod. na Smíchovském nádraží. Přihlášky v kanceláři, Praha I., Staroměstská 21. bbox=[107, 1741, 434, 1791]
